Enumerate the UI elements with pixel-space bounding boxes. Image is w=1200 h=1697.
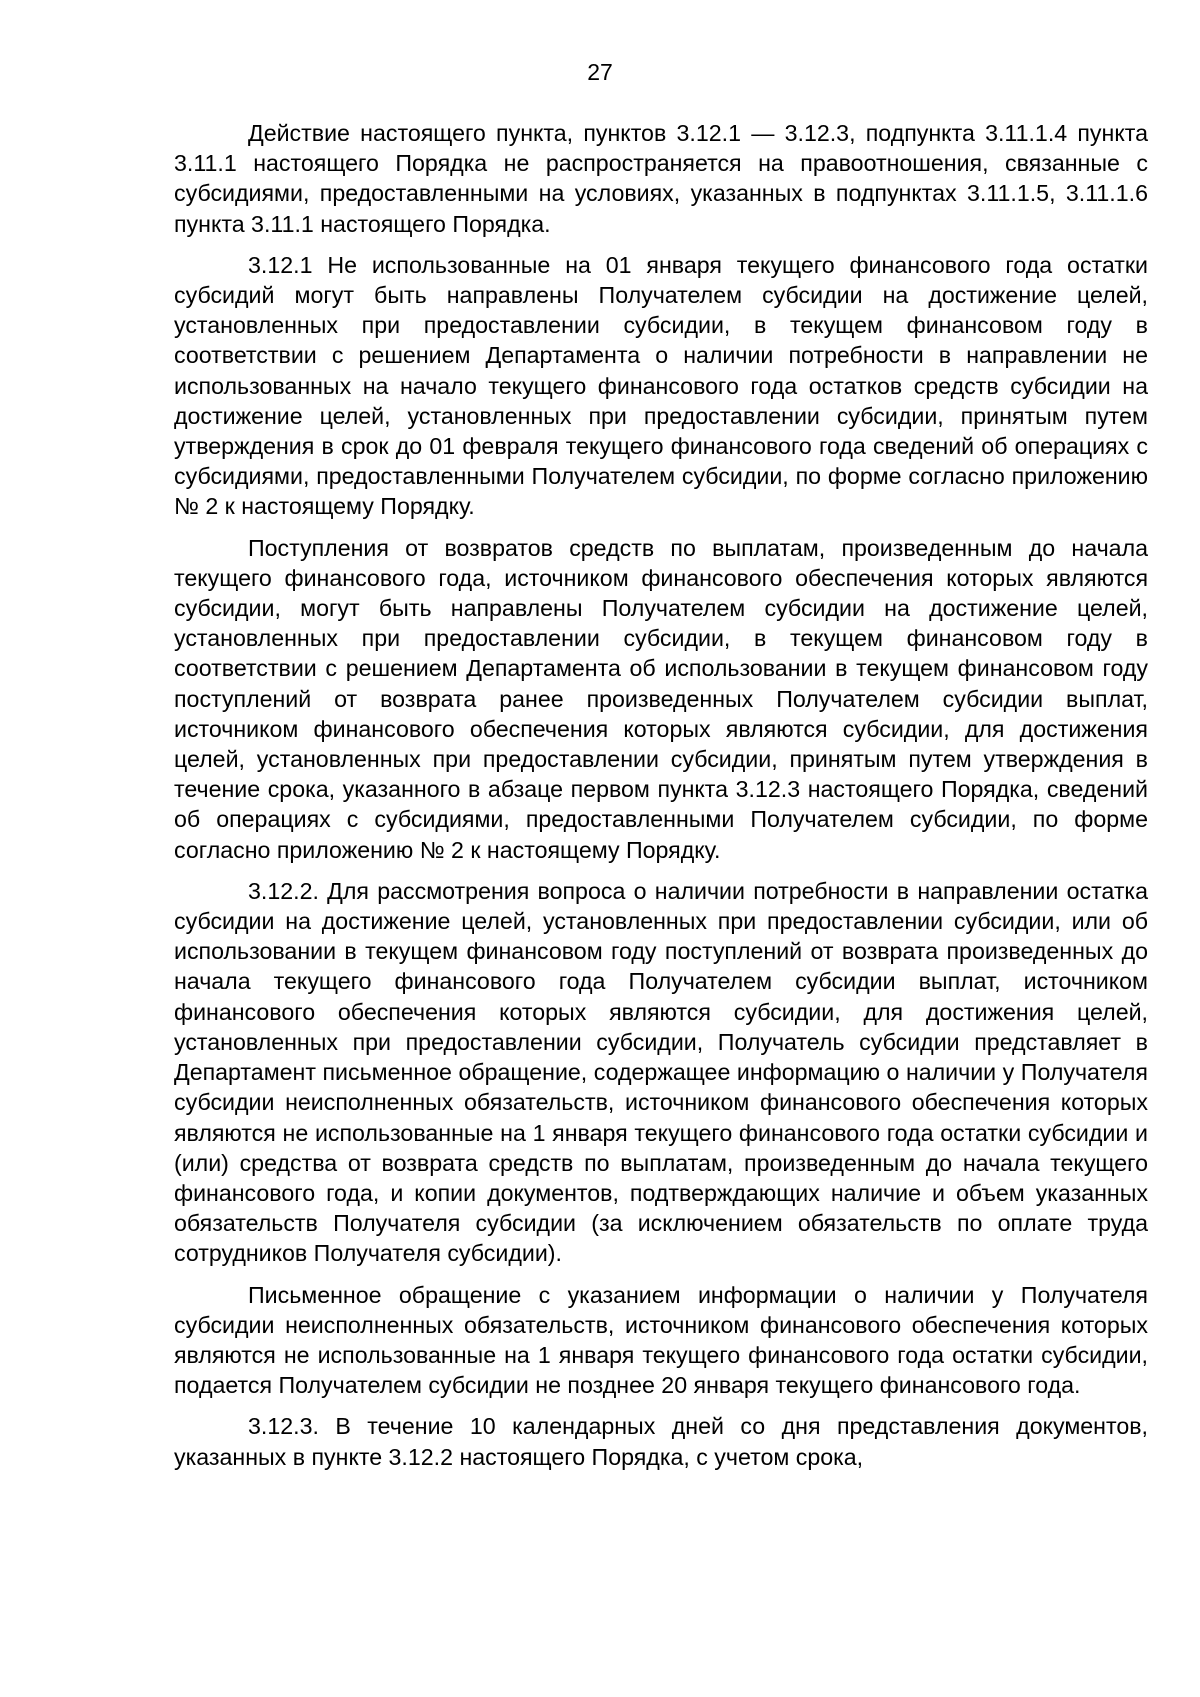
paragraph-written-request: Письменное обращение с указанием информации о наличии у Получателя субсидии неисполненных обязательств, источником финансового обеспечения которых являются не использованные на 1 января текущего финансового года остатки субсидии, подается Получателем субсидии не позднее 20 января текущего финансового года. <box>174 1281 1148 1399</box>
paragraph-3-12-2: 3.12.2. Для рассмотрения вопроса о наличии потребности в направлении остатка субсидии на достижение целей, установленных при предоставлении субсидии, или об использовании в текущем финансовом году поступлений от возврата произведенных до начала текущего финансового года Получателем субсидии выплат, источником финансового обеспечения которых являются субсидии, для достижения целей, установленных при предоставлении субсидии, Получатель субсидии представляет в Департамент письменное обращение, содержащее информацию о наличии у Получателя субсидии неисполненных обязательств, источником финансового обеспечения которых являются не использованные на 1 января текущего финансового года остатки субсидии и (или) средства от возврата средств по выплатам, произведенным до начала текущего финансового года, и копии документов, подтверждающих наличие и объем указанных обязательств Получателя субсидии (за исключением обязательств по оплате труда сотрудников Получателя субсидии). <box>174 877 1148 1267</box>
paragraph-refund-receipts: Поступления от возвратов средств по выплатам, произведенным до начала текущего финансового года, источником финансового обеспечения которых являются субсидии, могут быть направлены Получателем субсидии на достижение целей, установленных при предоставлении субсидии, в текущем финансовом году в соответствии с решением Департамента об использовании в текущем финансовом году поступлений от возврата ранее произведенных Получателем субсидии выплат, источником финансового обеспечения которых являются субсидии, для достижения целей, установленных при предоставлении субсидии, принятым путем утверждения в течение срока, указанного в абзаце первом пункта 3.12.3 настоящего Порядка, сведений об операциях с субсидиями, предоставленными Получателем субсидии, по форме согласно приложению № 2 к настоящему Порядку. <box>174 534 1148 863</box>
paragraph-intro: Действие настоящего пункта, пунктов 3.12.1 — 3.12.3, подпункта 3.11.1.4 пункта 3.11.1 настоящего Порядка не распространяется на правоотношения, связанные с субсидиями, предоставленными на условиях, указанных в подпунктах 3.11.1.5, 3.11.1.6 пункта 3.11.1 настоящего Порядка. <box>174 120 1148 237</box>
paragraph-3-12-1: 3.12.1 Не использованные на 01 января текущего финансового года остатки субсидий могут быть направлены Получателем субсидии на достижение целей, установленных при предоставлении субсидии, в текущем финансовом году в соответствии с решением Департамента о наличии потребности в направлении не использованных на начало текущего финансового года остатков средств субсидии на достижение целей, установленных при предоставлении субсидии, принятым путем утверждения в срок до 01 февраля текущего финансового года сведений об операциях с субсидиями, предоставленными Получателем субсидии, по форме согласно приложению № 2 к настоящему Порядку. <box>174 251 1148 520</box>
page-number: 27 <box>587 59 613 85</box>
paragraph-3-12-3: 3.12.3. В течение 10 календарных дней со дня представления документов, указанных в пункте 3.12.2 настоящего Порядка, с учетом срока, <box>174 1413 1148 1470</box>
document-body <box>174 118 1148 1483</box>
